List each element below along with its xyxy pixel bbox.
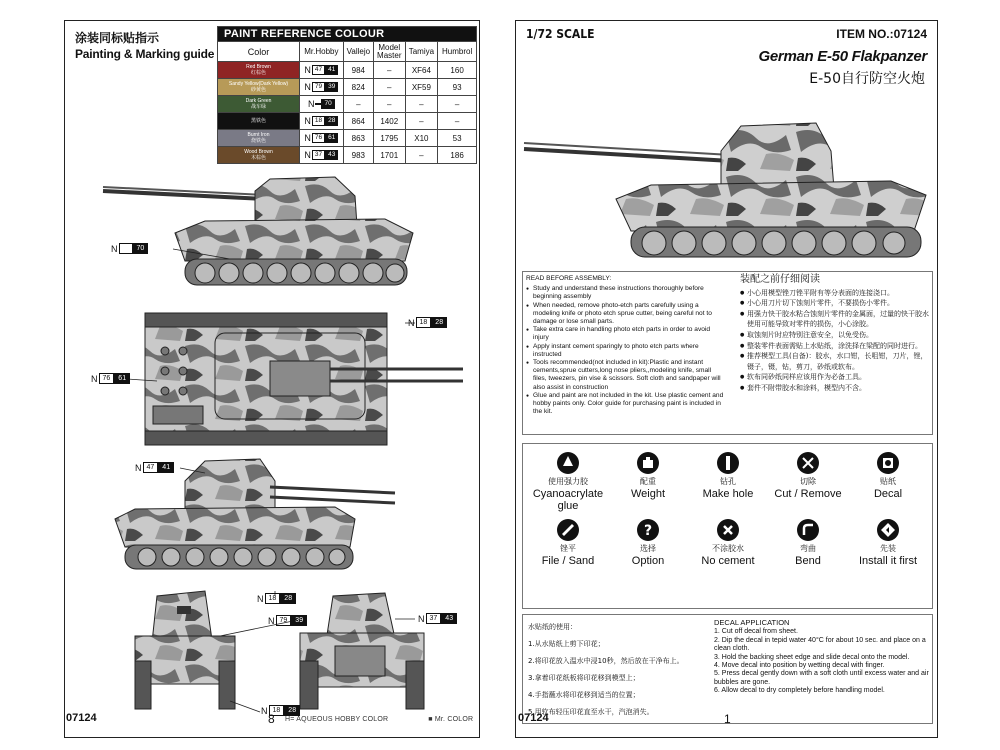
box-art-tank	[516, 81, 939, 266]
vallejo-code: 863	[343, 130, 373, 147]
mrhobby-code: N 47 41	[300, 62, 344, 79]
read-before-heading-cn: 装配之前仔细阅读	[740, 274, 820, 285]
read-before-cn	[740, 275, 930, 394]
top-view	[145, 313, 463, 445]
instruction-item: ● Take extra care in handling photo etch parts in order to avoid injury	[526, 326, 726, 342]
header-vallejo: Vallejo	[343, 42, 373, 62]
color-swatch: Burnt Iron 烧铁色	[218, 130, 300, 147]
callout-iron-bottom: N 18 28	[261, 705, 300, 716]
guide-title-cn: 涂装同标贴指示	[75, 31, 160, 45]
decal-instructions-en	[714, 619, 930, 696]
model-master-code: –	[373, 96, 405, 113]
read-before-en	[526, 275, 726, 416]
symbol-decal: 贴纸 Decal	[848, 452, 928, 500]
symbol-bend: 弯曲 Bend	[768, 519, 848, 567]
decal-step: 5.用软布轻压印花直至水干，汽泡消失。	[528, 708, 654, 716]
decal-heading-en: DECAL APPLICATION	[714, 618, 790, 627]
symbol-cut: 切除 Cut / Remove	[768, 452, 848, 500]
instruction-item: ● Tools recommended(not included in kit):Plastic and instant cements,sprue cutters,long nose pliers,,modeling knife, small files, tweezers, pin vise & scissors. Soft cloth and sandpaper will also assist in construction	[526, 359, 726, 392]
color-swatch: 黑铁色	[218, 113, 300, 130]
instruction-item: ● 软布同砂纸同样应该用作为必备工具。	[740, 372, 930, 383]
read-before-list-cn	[740, 288, 930, 394]
guide-title-en: Painting & Marking guide	[75, 47, 215, 61]
model-master-code: 1402	[373, 113, 405, 130]
instruction-item: ● Apply instant cement sparingly to photo etch parts where instructed	[526, 343, 726, 359]
model-master-code: –	[373, 79, 405, 96]
decal-step: 6. Allow decal to dry completely before handling model.	[714, 687, 885, 695]
callout-red-brown: N 47 41	[135, 462, 174, 473]
svg-text:?: ?	[643, 523, 653, 539]
mrhobby-code: N 79 39	[300, 79, 344, 96]
kit-title-en: German E-50 Flakpanzer	[758, 48, 927, 65]
instruction-item: ● 用强力快干胶水粘合蚀刻片零件的金属面，过量的快干胶水使用可能导致对零件的损伤，小心涂胶。	[740, 309, 930, 330]
header-tamiya: Tamiya	[405, 42, 438, 62]
vallejo-code: 983	[343, 147, 373, 164]
header-humbrol: Humbrol	[438, 42, 477, 62]
mrhobby-code: N 70	[300, 96, 344, 113]
instruction-item: ● 取蚀刻片时应特别注意安全，以免受伤。	[740, 330, 930, 341]
mrhobby-code: N 76 61	[300, 130, 344, 147]
humbrol-code: 93	[438, 79, 477, 96]
callout-iron-top: N 18 28	[408, 317, 447, 328]
right-page-number: 1	[724, 712, 731, 726]
symbol-drill: 钻孔 Make hole	[688, 452, 768, 500]
tamiya-code: –	[405, 96, 438, 113]
decal-step: 3.拿着印花纸板将印花移到模型上；	[528, 674, 640, 682]
option-icon	[637, 519, 659, 541]
decal-step: 3. Hold the backing sheet edge and slide decal onto the model.	[714, 653, 910, 661]
callout-iron-front: N 18 28	[257, 593, 296, 604]
cut-icon	[797, 452, 819, 474]
no-cement-icon	[717, 519, 739, 541]
left-item-number: 07124	[66, 712, 97, 724]
instruction-item: ● When needed, remove photo-etch parts carefully using a modeling knife or photo etch sprue cutter, being careful not to damage or lose small parts.	[526, 302, 726, 327]
humbrol-code: 186	[438, 147, 477, 164]
symbol-option: ? 选择 Option	[608, 519, 688, 567]
tamiya-code: –	[405, 147, 438, 164]
tamiya-code: –	[405, 113, 438, 130]
model-master-code: –	[373, 62, 405, 79]
callout-dark-green: N 70	[111, 243, 148, 254]
install-first-icon	[877, 519, 899, 541]
humbrol-code: –	[438, 96, 477, 113]
decal-step: 1.从水贴纸上剪下印花；	[528, 640, 605, 648]
humbrol-code: 160	[438, 62, 477, 79]
side-view-2	[115, 459, 395, 569]
symbol-no-cement: 不涂胶水 No cement	[688, 519, 768, 567]
callout-sandy-yellow: N 79 39	[268, 615, 307, 626]
instruction-item: ● 套件不附带胶水和涂料，模型内不含。	[740, 383, 930, 394]
decal-instructions-cn	[528, 619, 718, 721]
paint-legend-footer: H= AQUEOUS HOBBY COLOR ■ Mr. COLOR	[285, 716, 474, 723]
model-master-code: 1795	[373, 130, 405, 147]
humbrol-code: –	[438, 113, 477, 130]
vallejo-code: 864	[343, 113, 373, 130]
tamiya-code: XF59	[405, 79, 438, 96]
front-view	[135, 591, 235, 709]
color-swatch: Wood Brown 木棕色	[218, 147, 300, 164]
decal-step: 4.手指蘸水将印花移到适当的位置；	[528, 691, 640, 699]
instruction-item: ● 小心用模型锉刀锉平附有等分表面的连接浇口。	[740, 288, 930, 299]
item-number-label: ITEM NO.:07124	[836, 27, 927, 41]
decal-step: 2.将印花放入温水中浸10秒，然后放在干净布上。	[528, 657, 684, 665]
decal-step: 4. Move decal into position by wetting decal with finger.	[714, 662, 885, 670]
instruction-item: ● 小心用刀片切下蚀刻片零件，不要损伤小零件。	[740, 298, 930, 309]
decal-heading-cn: 水贴纸的使用：	[528, 623, 577, 631]
tamiya-code: X10	[405, 130, 438, 147]
symbol-file: 锉平 File / Sand	[528, 519, 608, 567]
weight-icon	[637, 452, 659, 474]
symbol-install-first: 先装 Install it first	[848, 519, 928, 567]
callout-wood-brown: N 37 43	[418, 613, 457, 624]
header-model-master: Model Master	[373, 42, 405, 62]
read-before-heading-en: READ BEFORE ASSEMBLY:	[526, 275, 612, 282]
scale-label: 1/72 SCALE	[526, 27, 595, 41]
left-page-number: 8	[268, 712, 275, 726]
rear-view	[300, 593, 424, 709]
callout-burnt-iron: N 76 61	[91, 373, 130, 384]
vallejo-code: –	[343, 96, 373, 113]
instruction-item: ● Study and understand these instructions thoroughly before beginning assembly	[526, 285, 726, 301]
decal-step: 2. Dip the decal in tepid water 40°C for about 10 sec. and place on a clean cloth.	[714, 636, 926, 653]
vallejo-code: 824	[343, 79, 373, 96]
symbol-glue: 使用强力胶 Cyanoacrylate glue	[528, 452, 608, 512]
glue-icon	[557, 452, 579, 474]
vallejo-code: 984	[343, 62, 373, 79]
right-page	[515, 20, 938, 738]
symbol-weight: 配重 Weight	[608, 452, 688, 500]
humbrol-code: 53	[438, 130, 477, 147]
color-swatch: Red Brown 红棕色	[218, 62, 300, 79]
right-item-number: 07124	[518, 712, 549, 724]
drill-icon	[717, 452, 739, 474]
color-swatch: Sandy Yellow(Dark Yellow) 砂黄色	[218, 79, 300, 96]
tamiya-code: XF64	[405, 62, 438, 79]
paint-table-title: PAINT REFERENCE COLOUR	[218, 27, 477, 42]
instruction-item: ● Glue and paint are not included in the kit. Use plastic cement and hobby paints only. Color guide for purchasing paint is included in the kit.	[526, 392, 726, 417]
kit-title-cn: E-50自行防空火炮	[809, 71, 925, 87]
instruction-item: ● 整装零件表面需贴上水贴纸，涂洗择在梁配的同时进行。	[740, 341, 930, 352]
file-icon	[557, 519, 579, 541]
decal-icon	[877, 452, 899, 474]
left-page	[64, 20, 480, 738]
instruction-item: ● 推荐模型工具(自备)：胶水，水口钳，长咀钳，刀片，锉，镊子，镊，钻，剪刀，砂纸或软布。	[740, 351, 930, 372]
side-view-1	[103, 177, 413, 285]
mrhobby-code: N 18 28	[300, 113, 344, 130]
read-before-list-en	[526, 285, 726, 416]
header-mrhobby: Mr.Hobby	[300, 42, 344, 62]
mrhobby-code: N 37 43	[300, 147, 344, 164]
decal-step: 5. Press decal gently down with a soft cloth until excess water and air bubbles are gone.	[714, 670, 929, 686]
decal-step: 1. Cut off decal from sheet.	[714, 628, 798, 636]
model-master-code: 1701	[373, 147, 405, 164]
color-swatch: Dark Green 战车绿	[218, 96, 300, 113]
header-color: Color	[218, 42, 300, 62]
bend-icon	[797, 519, 819, 541]
